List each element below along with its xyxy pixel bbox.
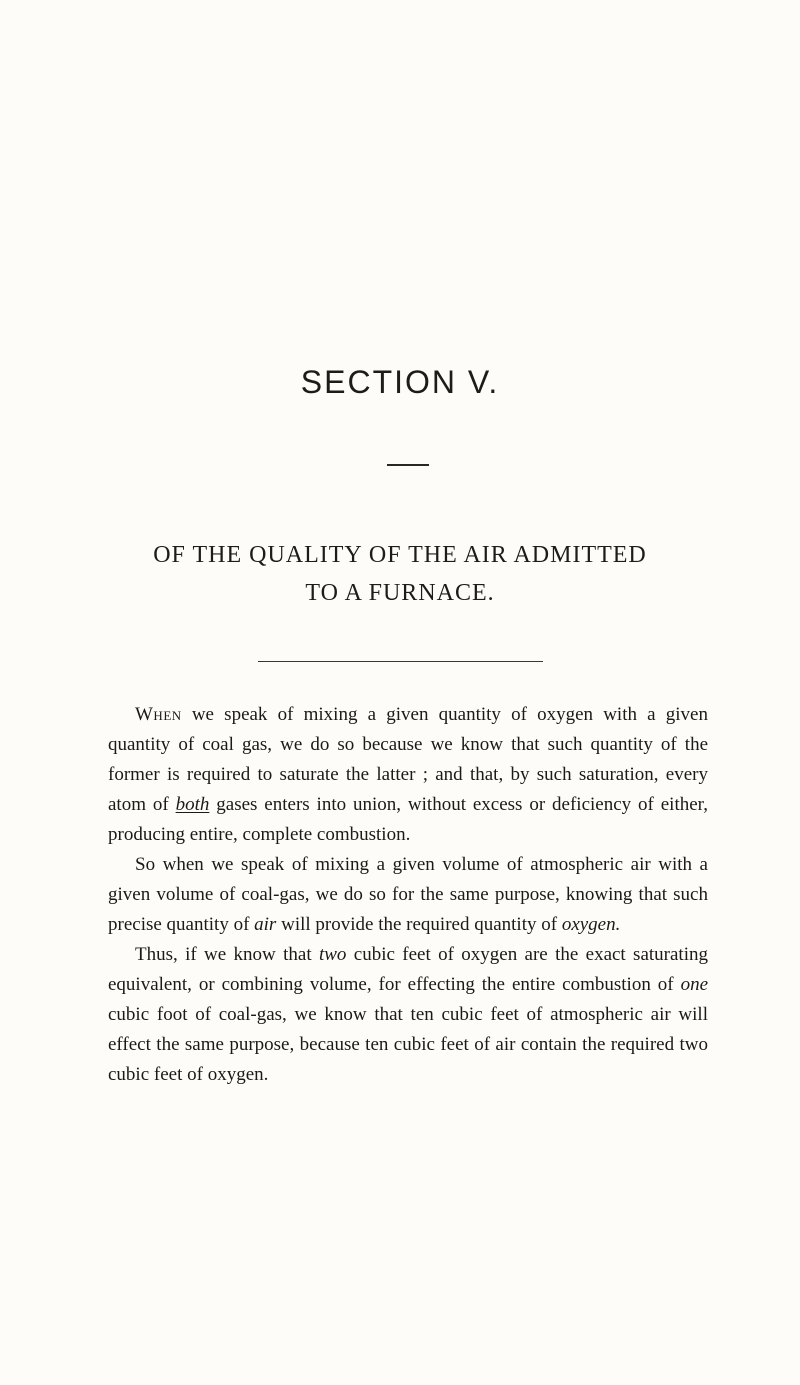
long-divider-rule <box>258 661 543 662</box>
chapter-title-line-1: OF THE QUALITY OF THE AIR ADMITTED <box>153 542 647 568</box>
emphasis-air: air <box>254 914 277 935</box>
opening-word: When <box>135 704 182 725</box>
paragraph-1 <box>108 700 708 850</box>
paragraph-2 <box>108 850 708 940</box>
paragraph-3-text-c: cubic foot of coal-gas, we know that ten cubic feet of atmospheric air will effect the same purpose, because ten cubic feet of air contain the required two cubic feet of oxygen. <box>108 1004 708 1085</box>
paragraph-1-text-b: gases enters into union, without excess or deficiency of either, producing entire, complete combustion. <box>108 794 708 845</box>
paragraph-2-text-b: will provide the required quantity of <box>276 914 562 935</box>
short-divider-rule <box>387 464 429 466</box>
paragraph-1-text-a: we speak of mixing a given quantity of oxygen with a given quantity of coal gas, we do so because we know that such quantity of the former is required to saturate the latter ; and that, by such saturation, every atom of <box>108 704 708 815</box>
emphasis-one: one <box>680 974 708 995</box>
emphasis-both: both <box>175 794 210 815</box>
chapter-title <box>0 536 800 612</box>
paragraph-3-text-b: cubic feet of oxygen are the exact saturating equivalent, or combining volume, for effecting the entire combustion of <box>108 944 708 995</box>
emphasis-two: two <box>318 944 347 965</box>
paragraph-3 <box>108 940 708 1090</box>
paragraph-3-text-a: Thus, if we know that <box>135 944 319 965</box>
body-text <box>108 700 708 1090</box>
section-heading: SECTION V. <box>300 364 500 400</box>
paragraph-2-text-a: So when we speak of mixing a given volume of atmospheric air with a given volume of coal-gas, we do so for the same purpose, knowing that such precise quantity of <box>108 854 708 935</box>
emphasis-oxygen: oxygen. <box>561 914 621 935</box>
chapter-title-line-2: TO A FURNACE. <box>305 580 495 606</box>
